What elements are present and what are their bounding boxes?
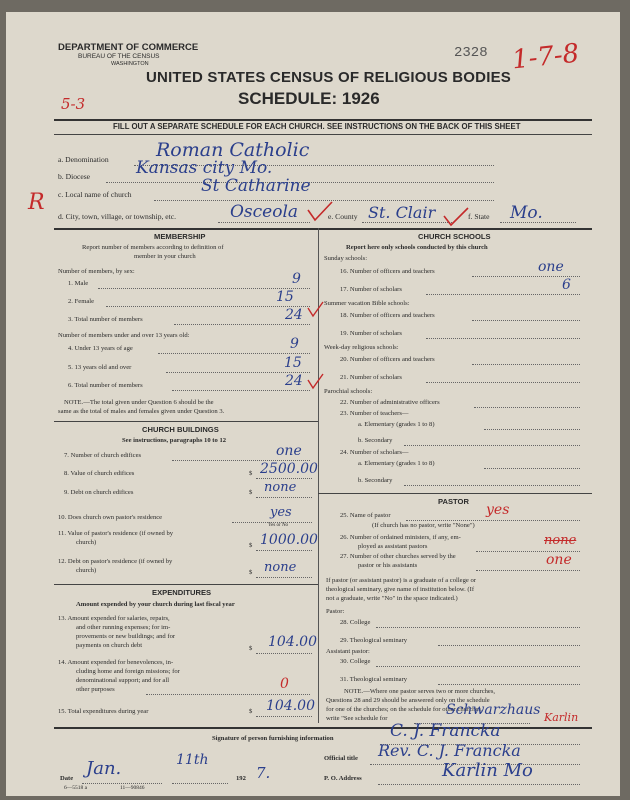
bureau-city: WASHINGTON: [111, 61, 149, 67]
date-month: Jan.: [86, 758, 122, 779]
county-value: St. Clair: [368, 203, 436, 222]
date-label: Date: [60, 775, 74, 782]
q4-value: 9: [290, 336, 299, 352]
check-mark-icon: [442, 206, 472, 228]
pastor-note-4: write "See schedule for: [326, 715, 388, 722]
pastor-sub-label: Pastor:: [326, 608, 345, 615]
po-address-value: Karlin Mo: [442, 760, 533, 781]
q11-label-a: 11. Value of pastor's residence (if owned by: [58, 530, 174, 537]
state-value: Mo.: [510, 203, 543, 223]
q27-label-b: pastor or his assistants: [358, 562, 418, 569]
q1-label: 1. Male: [68, 280, 89, 287]
q12-dollar: $: [249, 569, 253, 576]
pastor-heading: PASTOR: [438, 497, 469, 506]
membership-note1: NOTE.—The total given under Question 6 should be the: [64, 399, 214, 406]
q13-label-c: provements or new buildings; and for: [76, 633, 176, 640]
stamp-number: 2328: [454, 45, 488, 61]
membership-note2: same as the total of males and females given under Question 3.: [58, 408, 225, 415]
q14-label-a: 14. Amount expended for benevolences, in-: [58, 659, 174, 666]
diocese-value: Kansas city Mo.: [136, 158, 273, 178]
diocese-label: b. Diocese: [58, 172, 91, 181]
q21-label: 21. Number of scholars: [340, 374, 402, 381]
membership-heading: MEMBERSHIP: [154, 232, 206, 241]
expenditures-sub: Amount expended by your church during last fiscal year: [76, 601, 235, 608]
q28-label: 28. College: [340, 619, 371, 626]
date-year: 7.: [256, 764, 271, 782]
karlin-note: Karlin: [544, 711, 579, 724]
grad-note-1: If pastor (or assistant pastor) is a graduate of a college or: [326, 577, 476, 584]
r-mark: R: [28, 190, 45, 215]
q24a-label: a. Elementary (grades 1 to 8): [358, 460, 435, 467]
local-name-label: c. Local name of church: [58, 190, 132, 199]
see-schedule-value: Schwarzhaus: [446, 702, 541, 718]
q5-value: 15: [284, 355, 302, 371]
grad-note-2: theological seminary, give name of institution below. (If: [326, 586, 475, 593]
date-year-prefix: 192: [236, 775, 246, 782]
q24-label: 24. Number of scholars—: [340, 449, 409, 456]
q19-label: 19. Number of scholars: [340, 330, 402, 337]
q11-label-b: church): [76, 539, 97, 546]
q25-label: 25. Name of pastor: [340, 512, 391, 519]
q8-label: 8. Value of church edifices: [64, 470, 135, 477]
pastor-note-1: NOTE.—Where one pastor serves two or more churches,: [344, 688, 496, 695]
check-mark-icon: [306, 300, 326, 320]
q7-label: 7. Number of church edifices: [64, 452, 142, 459]
date-day: 11th: [176, 752, 209, 768]
q3-value: 24: [285, 307, 303, 323]
q29-label: 29. Theological seminary: [340, 637, 408, 644]
grad-note-3: not a graduate, write "No" in the space indicated.): [326, 595, 458, 602]
city-label: d. City, town, village, or township, etc.: [58, 212, 177, 221]
q2-value: 15: [276, 289, 294, 305]
q7-value: one: [276, 443, 302, 459]
official-title-label: Official title: [324, 755, 358, 762]
official-title-value: Rev. C. J. Francka: [378, 741, 521, 760]
q14-label-b: cluding home and foreign missions; for: [76, 668, 180, 675]
signature-value: C. J. Francka: [390, 721, 501, 741]
q15-label: 15. Total expenditures during year: [58, 708, 149, 715]
q24b-label: b. Secondary: [358, 477, 393, 484]
sunday-label: Sunday schools:: [324, 255, 368, 262]
q14-label-c: denominational support; and for all: [76, 677, 170, 684]
dept-name: DEPARTMENT OF COMMERCE: [58, 42, 199, 53]
parochial-label: Parochial schools:: [324, 388, 373, 395]
schedule-title: SCHEDULE: 1926: [238, 89, 380, 108]
q3-label: 3. Total number of members: [68, 316, 143, 323]
q9-value: none: [264, 480, 297, 495]
check-mark-icon: [306, 200, 336, 224]
q15-value: 104.00: [266, 698, 315, 714]
q14-value: 0: [280, 676, 289, 692]
summer-label: Summer vacation Bible schools:: [324, 300, 410, 307]
q26-label-b: ployed as assistant pastors: [358, 543, 428, 550]
corner-note: 1-7-8: [510, 38, 581, 76]
weekday-label: Week-day religious schools:: [324, 344, 399, 351]
q23-label: 23. Number of teachers—: [340, 410, 409, 417]
q12-label-b: church): [76, 567, 97, 574]
denomination-label: a. Denomination: [58, 155, 109, 164]
city-value: Osceola: [230, 202, 299, 222]
q23a-label: a. Elementary (grades 1 to 8): [358, 421, 435, 428]
q9-dollar: $: [249, 489, 253, 496]
check-mark-icon: [306, 372, 326, 392]
q13-label-d: payments on church debt: [76, 642, 143, 649]
expenditures-heading: EXPENDITURES: [152, 588, 212, 597]
q25-sub: (If church has no pastor, write "None"): [372, 522, 475, 529]
q20-label: 20. Number of officers and teachers: [340, 356, 435, 363]
q14-label-d: other purposes: [76, 686, 115, 693]
q30-label: 30. College: [340, 658, 371, 665]
q11-dollar: $: [249, 542, 253, 549]
q6-label: 6. Total number of members: [68, 382, 143, 389]
census-form: [6, 12, 620, 796]
q6-value: 24: [285, 373, 303, 389]
q17-label: 17. Number of scholars: [340, 286, 402, 293]
q5-label: 5. 13 years old and over: [68, 364, 132, 371]
q31-label: 31. Theological seminary: [340, 676, 408, 683]
q13-label-b: and other running expenses; for im-: [76, 624, 171, 631]
q9-label: 9. Debt on church edifices: [64, 489, 134, 496]
bureau-name: BUREAU OF THE CENSUS: [78, 53, 160, 60]
q12-value: none: [264, 560, 297, 575]
q10-value: yes: [270, 505, 292, 520]
q17-value: 6: [562, 277, 571, 293]
q25-value: yes: [486, 502, 510, 518]
local-name-value: St Catharine: [201, 176, 311, 196]
q16-value: one: [538, 259, 564, 275]
pastor-note-2: Questions 28 and 29 should be answered only on the schedule: [326, 697, 490, 704]
q11-value: 1000.00: [260, 532, 318, 548]
q2-label: 2. Female: [68, 298, 95, 305]
pastor-note-3: for one of the churches; on the schedule for other churches,: [326, 706, 483, 713]
form-number: 6—5518 a: [64, 785, 88, 791]
denomination-value: Roman Catholic: [156, 139, 310, 161]
q13-dollar: $: [249, 645, 253, 652]
q8-dollar: $: [249, 470, 253, 477]
schools-heading: CHURCH SCHOOLS: [418, 232, 491, 241]
schools-sub: Report here only schools conducted by this church: [346, 244, 488, 251]
q26-label-a: 26. Number of ordained ministers, if any, em-: [340, 534, 461, 541]
q18-label: 18. Number of officers and teachers: [340, 312, 435, 319]
q4-label: 4. Under 13 years of age: [68, 345, 133, 352]
q27-value: one: [546, 552, 572, 568]
q15-dollar: $: [249, 708, 253, 715]
yes-no-hint: Yes or No: [268, 523, 289, 528]
form-title: UNITED STATES CENSUS OF RELIGIOUS BODIES: [146, 69, 511, 86]
q10-label: 10. Does church own pastor's residence: [58, 514, 163, 521]
q26-value: none: [544, 533, 577, 548]
age-intro: Number of members under and over 13 years old:: [58, 332, 190, 339]
q12-label-a: 12. Debt on pastor's residence (if owned by: [58, 558, 173, 565]
buildings-sub: See instructions, paragraphs 10 to 12: [122, 437, 227, 444]
county-label: e. County: [328, 212, 358, 221]
q8-value: 2500.00: [260, 461, 318, 477]
q13-label-a: 13. Amount expended for salaries, repairs,: [58, 615, 170, 622]
instruction-line: FILL OUT A SEPARATE SCHEDULE FOR EACH CHURCH. SEE INSTRUCTIONS ON THE BACK OF THIS SHEET: [113, 122, 521, 131]
membership-sub2: member in your church: [134, 253, 196, 260]
q22-label: 22. Number of administrative officers: [340, 399, 440, 406]
q1-value: 9: [292, 271, 301, 287]
buildings-heading: CHURCH BUILDINGS: [142, 425, 219, 434]
po-address-label: P. O. Address: [324, 775, 362, 782]
print-number: 11—90846: [120, 785, 145, 791]
q16-label: 16. Number of officers and teachers: [340, 268, 435, 275]
by-sex-label: Number of members, by sex:: [58, 268, 135, 275]
state-label: f. State: [468, 212, 490, 221]
q27-label-a: 27. Number of other churches served by the: [340, 553, 456, 560]
q23b-label: b. Secondary: [358, 437, 393, 444]
assistant-sub-label: Assistant pastor:: [326, 648, 370, 655]
margin-note: 5-3: [61, 95, 86, 113]
signature-label: Signature of person furnishing information: [212, 735, 334, 742]
membership-sub1: Report number of members according to definition of: [82, 244, 224, 251]
q13-value: 104.00: [268, 634, 317, 650]
